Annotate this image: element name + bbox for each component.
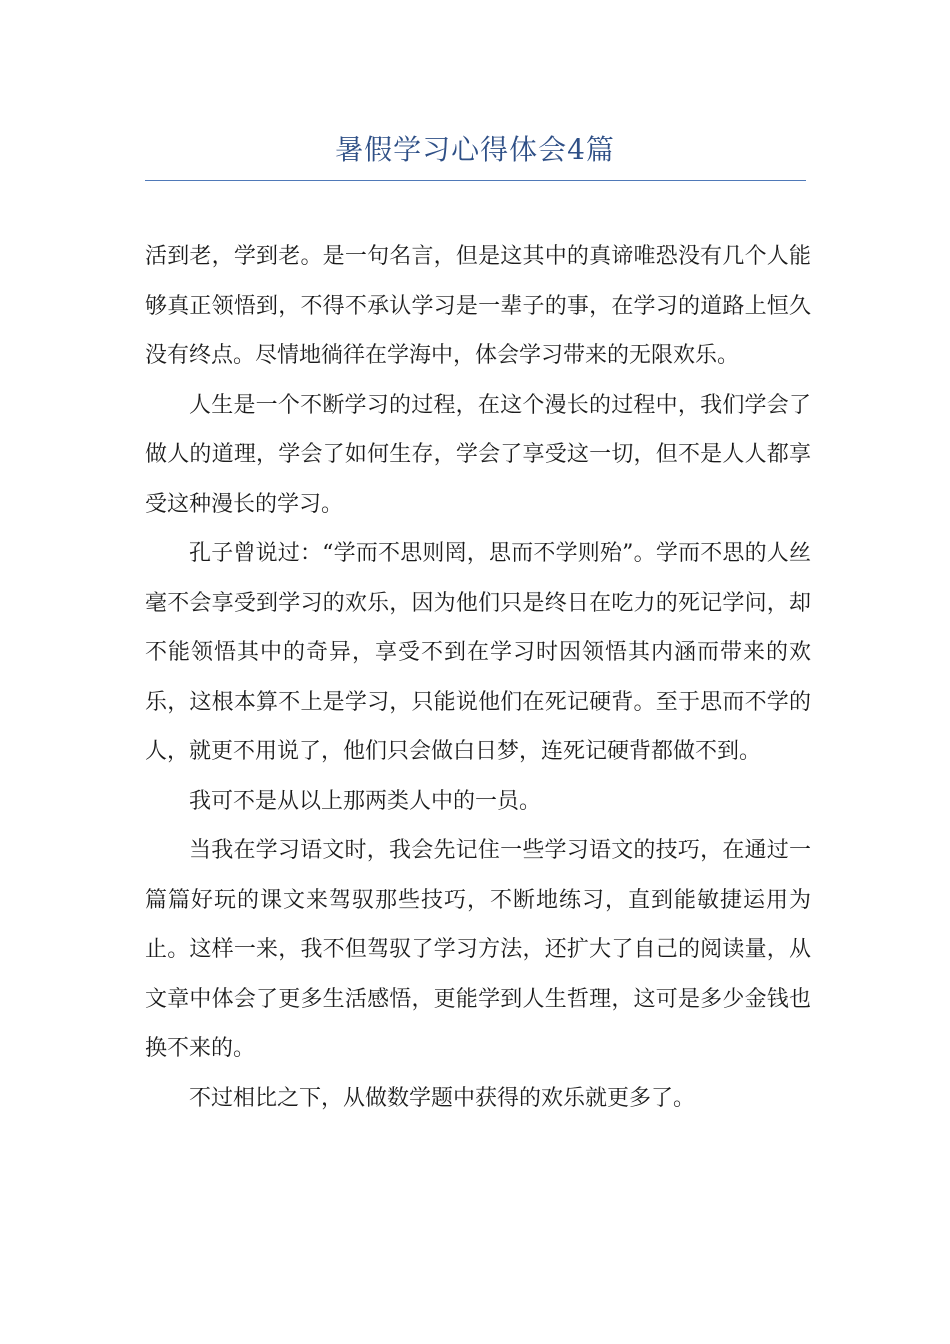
title-underline	[145, 180, 806, 181]
paragraph-2: 人生是一个不断学习的过程，在这个漫长的过程中，我们学会了做人的道理，学会了如何生存，学会了享受这一切，但不是人人都享受这种漫长的学习。	[145, 392, 811, 517]
paragraph-6: 不过相比之下，从做数学题中获得的欢乐就更多了。	[189, 1085, 696, 1111]
document-title: 暑假学习心得体会4篇	[335, 133, 615, 166]
document-body	[145, 232, 811, 1123]
paragraph-1: 活到老，学到老。是一句名言，但是这其中的真谛唯恐没有几个人能够真正领悟到，不得不承认学习是一辈子的事，在学习的道路上恒久没有终点。尽情地徜徉在学海中，体会学习带来的无限欢乐。	[145, 244, 811, 368]
paragraph-3: 孔子曾说过：“学而不思则罔，思而不学则殆”。学而不思的人丝毫不会享受到学习的欢乐，因为他们只是终日在吃力的死记学问，却不能领悟其中的奇异，享受不到在学习时因领悟其内涵而带来的欢乐，这根本算不上是学习，只能说他们在死记硬背。至于思而不学的人，就更不用说了，他们只会做白日梦，连死记硬背都做不到。	[145, 541, 811, 764]
paragraph-5: 当我在学习语文时，我会先记住一些学习语文的技巧，在通过一篇篇好玩的课文来驾驭那些技巧，不断地练习，直到能敏捷运用为止。这样一来，我不但驾驭了学习方法，还扩大了自己的阅读量，从文章中体会了更多生活感悟，更能学到人生哲理，这可是多少金钱也换不来的。	[145, 838, 811, 1061]
paragraph-4: 我可不是从以上那两类人中的一员。	[189, 788, 542, 814]
